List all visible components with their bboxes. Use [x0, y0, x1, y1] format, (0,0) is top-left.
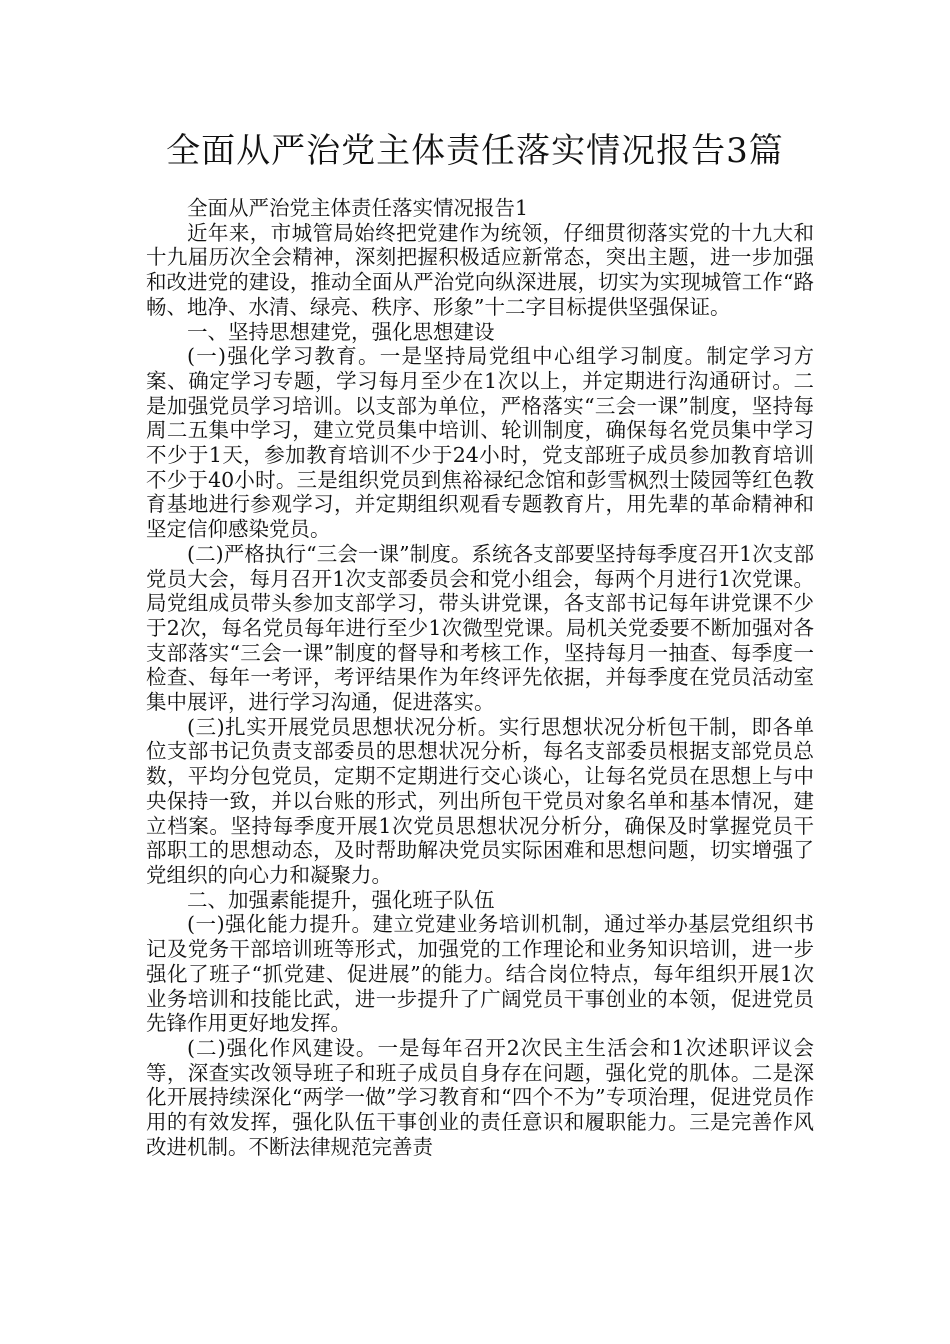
paragraph-ability-improvement: (一)强化能力提升。建立党建业务培训机制，通过举办基层党组织书记及党务干部培训班等形式，加强党的工作理论和业务知识培训，进一步强化了班子“抓党建、促进展”的能力。结合岗位特点，每年组织开展1次业务培训和技能比武，进一步提升了广阔党员干事创业的本领，促进党员先锋作用更好地发挥。 [146, 912, 814, 1036]
paragraph-work-style: (二)强化作风建设。一是每年召开2次民主生活会和1次述职评议会等，深查实改领导班子和班子成员自身存在问题，强化党的肌体。二是深化开展持续深化“两学一做”学习教育和“四个不为”专项治理，促进党员作用的有效发挥，强化队伍干事创业的责任意识和履职能力。三是完善作风改进机制。不断法律规范完善责 [146, 1035, 814, 1159]
paragraph-three-meetings: (二)严格执行“三会一课”制度。系统各支部要坚持每季度召开1次支部党员大会，每月召开1次支部委员会和党小组会，每两个月进行1次党课。局党组成员带头参加支部学习，带头讲党课，各支部书记每年讲党课不少于2次，每名党员每年进行至少1次微型党课。局机关党委要不断加强对各支部落实“三会一课”制度的督导和考核工作，坚持每月一抽查、每季度一检查、每年一考评，考评结果作为年终评先依据，并每季度在党员活动室集中展评，进行学习沟通，促进落实。 [146, 541, 814, 715]
paragraph-report-subtitle: 全面从严治党主体责任落实情况报告1 [187, 196, 529, 220]
paragraph-study-education: (一)强化学习教育。一是坚持局党组中心组学习制度。制定学习方案、确定学习专题，学习每月至少在1次以上，并定期进行沟通研讨。二是加强党员学习培训。以支部为单位，严格落实“三会一课”制度，坚持每周二五集中学习，建立党员集中培训、轮训制度，确保每名党员集中学习不少于1天，参加教育培训不少于24小时，党支部班子成员参加教育培训不少于40小时。三是组织党员到焦裕禄纪念馆和彭雪枫烈士陵园等红色教育基地进行参观学习，并定期组织观看专题教育片，用先辈的革命精神和坚定信仰感染党员。 [146, 344, 814, 542]
paragraph-thought-analysis: (三)扎实开展党员思想状况分析。实行思想状况分析包干制，即各单位支部书记负责支部委员的思想状况分析，每名支部委员根据支部党员总数，平均分包党员，定期不定期进行交心谈心，让每名党员在思想上与中央保持一致，并以台账的形式，列出所包干党员对象名单和基本情况，建立档案。坚持每季度开展1次党员思想状况分析分，确保及时掌握党员干部职工的思想动态，及时帮助解决党员实际困难和思想问题，切实增强了党组织的向心力和凝聚力。 [146, 714, 814, 887]
section-heading-1: 一、坚持思想建党，强化思想建设 [187, 319, 495, 344]
document-title: 全面从严治党主体责任落实情况报告3篇 [166, 131, 784, 171]
section-heading-2: 二、加强素能提升，强化班子队伍 [187, 887, 495, 912]
document-body [146, 196, 814, 1159]
paragraph-intro: 近年来，市城管局始终把党建作为统领，仔细贯彻落实党的十九大和十九届历次全会精神，深刻把握积极适应新常态，突出主题，进一步加强和改进党的建设，推动全面从严治党向纵深进展，切实为实现城管工作“路畅、地净、水清、绿亮、秩序、形象”十二字目标提供坚强保证。 [146, 220, 814, 319]
